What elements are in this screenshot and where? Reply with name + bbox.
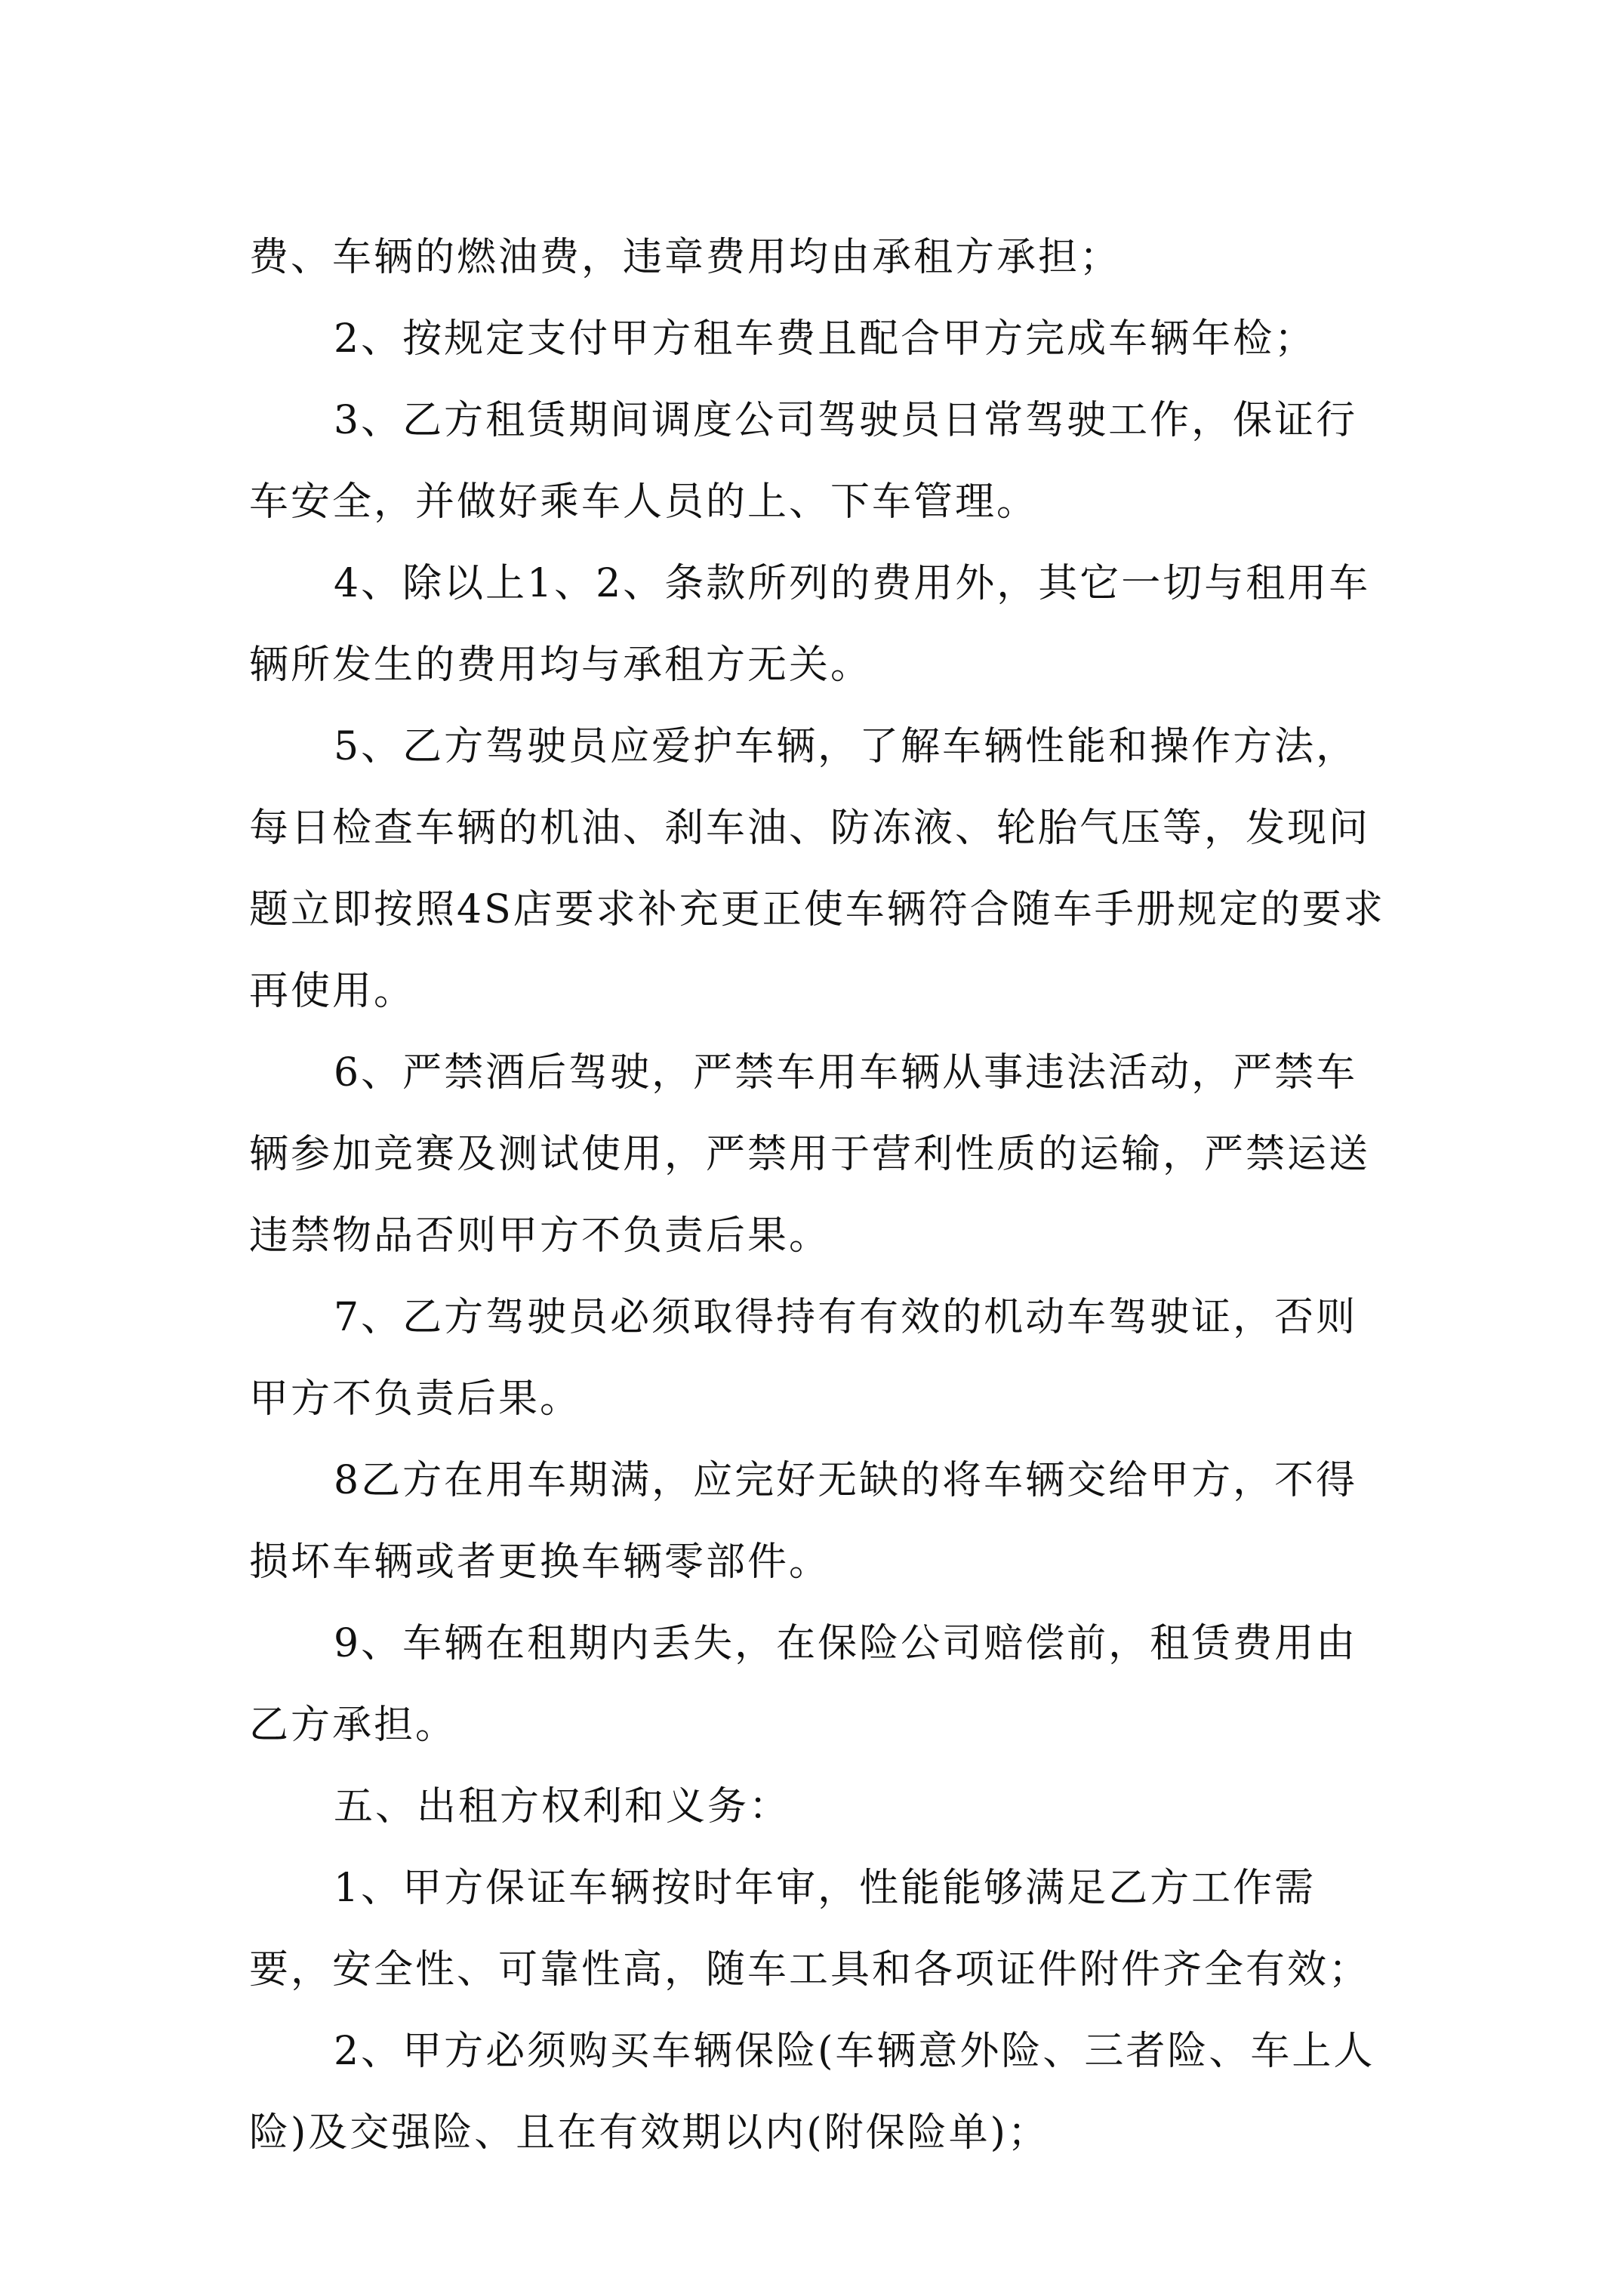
document-body xyxy=(249,217,1389,2174)
paragraph-clause-4: 4、除以上1、2、条款所列的费用外，其它一切与租用车辆所发生的费用均与承租方无关。 xyxy=(249,561,1371,688)
paragraph-clause-3: 3、乙方租赁期间调度公司驾驶员日常驾驶工作，保证行车安全，并做好乘车人员的上、下车管理。 xyxy=(249,398,1358,525)
paragraph-clause-7: 7、乙方驾驶员必须取得持有有效的机动车驾驶证，否则甲方不负责后果。 xyxy=(249,1295,1358,1422)
paragraph-continuation: 费、车辆的燃油费，违章费用均由承租方承担； xyxy=(249,235,1122,280)
paragraph-lessor-clause-1: 1、甲方保证车辆按时年审，性能能够满足乙方工作需要，安全性、可靠性高，随车工具和各项证件附件齐全有效； xyxy=(249,1866,1371,1992)
paragraph-lessor-clause-2: 2、甲方必须购买车辆保险(车辆意外险、三者险、车上人险)及交强险、且在有效期以内(附保险单)； xyxy=(249,2029,1375,2156)
section-heading-lessor-rights: 五、出租方权利和义务： xyxy=(334,1784,791,1829)
paragraph-clause-8: 8乙方在用车期满，应完好无缺的将车辆交给甲方，不得损坏车辆或者更换车辆零部件。 xyxy=(249,1458,1358,1585)
paragraph-clause-5: 5、乙方驾驶员应爱护车辆，了解车辆性能和操作方法，每日检查车辆的机油、刹车油、防冻液、轮胎气压等，发现问题立即按照4S店要求补充更正使车辆符合随车手册规定的要求再使用。 xyxy=(249,724,1385,1014)
paragraph-clause-9: 9、车辆在租期内丢失，在保险公司赔偿前，租赁费用由乙方承担。 xyxy=(249,1621,1358,1748)
paragraph-clause-6: 6、严禁酒后驾驶，严禁车用车辆从事违法活动，严禁车辆参加竞赛及测试使用，严禁用于营利性质的运输，严禁运送违禁物品否则甲方不负责后果。 xyxy=(249,1050,1371,1259)
paragraph-clause-2: 2、按规定支付甲方租车费且配合甲方完成车辆年检； xyxy=(334,316,1317,362)
